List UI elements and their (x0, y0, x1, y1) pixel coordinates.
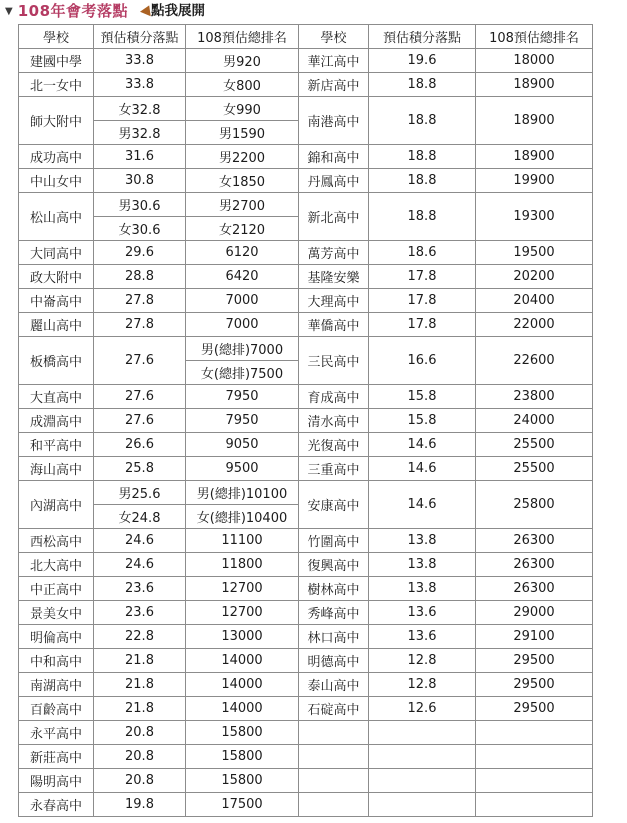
table-cell (369, 745, 476, 769)
table-cell (369, 721, 476, 745)
table-cell: 秀峰高中 (299, 601, 369, 625)
table-cell: 29500 (476, 649, 593, 673)
table-cell: 19500 (476, 241, 593, 265)
table-cell: 18000 (476, 49, 593, 73)
table-cell: 三重高中 (299, 457, 369, 481)
table-cell: 11800 (186, 553, 299, 577)
table-cell: 14.6 (369, 457, 476, 481)
table-cell: 6120 (186, 241, 299, 265)
table-body (19, 49, 593, 817)
table-cell: 23800 (476, 385, 593, 409)
table-cell: 陽明高中 (19, 769, 94, 793)
table-cell: 南湖高中 (19, 673, 94, 697)
table-cell: 13.8 (369, 553, 476, 577)
table-cell: 泰山高中 (299, 673, 369, 697)
table-cell: 百齡高中 (19, 697, 94, 721)
table-row (19, 49, 593, 73)
table-cell: 7950 (186, 385, 299, 409)
table-cell: 29.6 (94, 241, 186, 265)
section-toggle[interactable] (0, 0, 627, 22)
table-row (19, 145, 593, 169)
table-row (19, 481, 593, 505)
table-row (19, 673, 593, 697)
table-cell: 18.8 (369, 193, 476, 241)
table-cell: 樹林高中 (299, 577, 369, 601)
table-cell: 6420 (186, 265, 299, 289)
table-cell: 和平高中 (19, 433, 94, 457)
table-cell: 清水高中 (299, 409, 369, 433)
table-cell: 男1590 (186, 121, 299, 145)
table-row (19, 649, 593, 673)
table-cell: 18.8 (369, 145, 476, 169)
table-cell: 女24.8 (94, 505, 186, 529)
table-cell: 18900 (476, 97, 593, 145)
table-cell: 17.8 (369, 289, 476, 313)
table-cell: 華僑高中 (299, 313, 369, 337)
table-cell: 9050 (186, 433, 299, 457)
table-cell: 女2120 (186, 217, 299, 241)
table-cell: 男32.8 (94, 121, 186, 145)
table-cell: 永春高中 (19, 793, 94, 817)
table-cell: 19.8 (94, 793, 186, 817)
table-cell: 成功高中 (19, 145, 94, 169)
table-row (19, 769, 593, 793)
table-cell: 17.8 (369, 265, 476, 289)
table-row (19, 265, 593, 289)
table-cell: 24.6 (94, 529, 186, 553)
table-cell (299, 745, 369, 769)
table-cell: 錦和高中 (299, 145, 369, 169)
section-title[interactable]: 108年會考落點 (17, 2, 129, 20)
table-cell: 竹圍高中 (299, 529, 369, 553)
table-cell: 9500 (186, 457, 299, 481)
table-cell: 21.8 (94, 697, 186, 721)
table-cell: 20.8 (94, 769, 186, 793)
table-cell: 松山高中 (19, 193, 94, 241)
table-cell: 27.6 (94, 337, 186, 385)
table-cell: 大理高中 (299, 289, 369, 313)
table-cell: 28.8 (94, 265, 186, 289)
table-row (19, 721, 593, 745)
table-cell: 26300 (476, 529, 593, 553)
table-cell: 復興高中 (299, 553, 369, 577)
table-cell (369, 793, 476, 817)
table-cell: 華江高中 (299, 49, 369, 73)
table-cell: 20.8 (94, 745, 186, 769)
header-row (19, 25, 593, 49)
column-header: 預估積分落點 (94, 25, 186, 49)
table-cell: 19300 (476, 193, 593, 241)
table-cell: 中正高中 (19, 577, 94, 601)
table-cell: 16.6 (369, 337, 476, 385)
table-cell: 27.6 (94, 385, 186, 409)
table-cell: 23.6 (94, 601, 186, 625)
table-cell: 19.6 (369, 49, 476, 73)
table-cell: 7000 (186, 289, 299, 313)
table-cell: 女800 (186, 73, 299, 97)
table-cell: 21.8 (94, 649, 186, 673)
table-row (19, 697, 593, 721)
table-row (19, 337, 593, 361)
table-row (19, 241, 593, 265)
table-cell: 新莊高中 (19, 745, 94, 769)
table-cell: 明倫高中 (19, 625, 94, 649)
table-cell (299, 793, 369, 817)
table-cell: 14000 (186, 649, 299, 673)
table-cell: 22000 (476, 313, 593, 337)
table-row (19, 457, 593, 481)
table-cell: 18.8 (369, 97, 476, 145)
table-cell: 女30.6 (94, 217, 186, 241)
table-cell: 25800 (476, 481, 593, 529)
table-cell: 北一女中 (19, 73, 94, 97)
table-cell: 33.8 (94, 49, 186, 73)
table-cell: 大直高中 (19, 385, 94, 409)
table-cell: 南港高中 (299, 97, 369, 145)
table-cell: 育成高中 (299, 385, 369, 409)
table-cell: 男(總排)10100 (186, 481, 299, 505)
table-cell (476, 793, 593, 817)
table-cell: 13000 (186, 625, 299, 649)
table-cell: 17.8 (369, 313, 476, 337)
table-row (19, 625, 593, 649)
placement-table (18, 24, 593, 817)
table-cell: 林口高中 (299, 625, 369, 649)
table-cell: 29100 (476, 625, 593, 649)
table-row (19, 313, 593, 337)
table-cell: 7000 (186, 313, 299, 337)
table-cell (476, 745, 593, 769)
table-cell: 男(總排)7000 (186, 337, 299, 361)
table-row (19, 745, 593, 769)
table-row (19, 601, 593, 625)
table-cell (476, 721, 593, 745)
table-cell: 29500 (476, 697, 593, 721)
table-cell: 13.8 (369, 529, 476, 553)
table-row (19, 577, 593, 601)
table-cell: 11100 (186, 529, 299, 553)
table-cell: 15800 (186, 721, 299, 745)
table-cell (299, 769, 369, 793)
table-cell: 26300 (476, 553, 593, 577)
table-cell: 師大附中 (19, 97, 94, 145)
table-cell: 12.8 (369, 673, 476, 697)
table-cell: 政大附中 (19, 265, 94, 289)
table-row (19, 97, 593, 121)
table-cell: 14000 (186, 697, 299, 721)
table-cell: 男2700 (186, 193, 299, 217)
table-cell: 14000 (186, 673, 299, 697)
table-cell: 22600 (476, 337, 593, 385)
table-cell: 女32.8 (94, 97, 186, 121)
table-cell: 25500 (476, 457, 593, 481)
table-cell: 26300 (476, 577, 593, 601)
column-header: 108預估總排名 (186, 25, 299, 49)
collapse-arrow-icon[interactable]: ▼ (5, 5, 13, 17)
table-cell: 27.8 (94, 289, 186, 313)
table-cell: 光復高中 (299, 433, 369, 457)
table-row (19, 385, 593, 409)
table-cell (299, 721, 369, 745)
table-cell: 中山女中 (19, 169, 94, 193)
table-cell (369, 769, 476, 793)
table-cell: 18.6 (369, 241, 476, 265)
table-cell: 基隆安樂 (299, 265, 369, 289)
table-cell: 中崙高中 (19, 289, 94, 313)
table-cell: 三民高中 (299, 337, 369, 385)
column-header: 學校 (299, 25, 369, 49)
table-cell: 27.6 (94, 409, 186, 433)
table-row (19, 289, 593, 313)
table-cell: 北大高中 (19, 553, 94, 577)
table-cell: 女990 (186, 97, 299, 121)
table-cell: 海山高中 (19, 457, 94, 481)
table-cell: 男25.6 (94, 481, 186, 505)
table-cell: 西松高中 (19, 529, 94, 553)
table-cell: 安康高中 (299, 481, 369, 529)
table-cell (476, 769, 593, 793)
table-cell: 25500 (476, 433, 593, 457)
table-cell: 建國中學 (19, 49, 94, 73)
table-cell: 21.8 (94, 673, 186, 697)
table-cell: 29000 (476, 601, 593, 625)
table-cell: 12.8 (369, 649, 476, 673)
table-cell: 33.8 (94, 73, 186, 97)
table-cell: 20.8 (94, 721, 186, 745)
table-cell: 板橋高中 (19, 337, 94, 385)
table-cell: 15800 (186, 745, 299, 769)
table-cell: 7950 (186, 409, 299, 433)
table-cell: 丹鳳高中 (299, 169, 369, 193)
table-cell: 30.8 (94, 169, 186, 193)
table-row (19, 73, 593, 97)
left-triangle-icon (139, 5, 150, 17)
table-cell: 25.8 (94, 457, 186, 481)
table-cell: 19900 (476, 169, 593, 193)
table-cell: 26.6 (94, 433, 186, 457)
table-cell: 12.6 (369, 697, 476, 721)
table-cell: 14.6 (369, 481, 476, 529)
table-cell: 29500 (476, 673, 593, 697)
table-cell: 成淵高中 (19, 409, 94, 433)
table-cell: 24000 (476, 409, 593, 433)
table-cell: 20400 (476, 289, 593, 313)
table-cell: 中和高中 (19, 649, 94, 673)
table-cell: 男920 (186, 49, 299, 73)
table-cell: 13.8 (369, 577, 476, 601)
table-cell: 萬芳高中 (299, 241, 369, 265)
table-cell: 女(總排)7500 (186, 361, 299, 385)
table-row (19, 169, 593, 193)
table-row (19, 793, 593, 817)
table-cell: 27.8 (94, 313, 186, 337)
table-cell: 麗山高中 (19, 313, 94, 337)
table-row (19, 409, 593, 433)
column-header: 108預估總排名 (476, 25, 593, 49)
table-row (19, 553, 593, 577)
table-cell: 13.6 (369, 625, 476, 649)
table-cell: 永平高中 (19, 721, 94, 745)
table-row (19, 529, 593, 553)
table-cell: 18.8 (369, 73, 476, 97)
table-cell: 18.8 (369, 169, 476, 193)
table-cell: 新北高中 (299, 193, 369, 241)
table-cell: 15800 (186, 769, 299, 793)
table-cell: 15.8 (369, 385, 476, 409)
table-cell: 男30.6 (94, 193, 186, 217)
table-cell: 18900 (476, 145, 593, 169)
table-cell: 12700 (186, 577, 299, 601)
table-cell: 24.6 (94, 553, 186, 577)
table-row (19, 433, 593, 457)
table-cell: 大同高中 (19, 241, 94, 265)
table-cell: 15.8 (369, 409, 476, 433)
table-cell: 景美女中 (19, 601, 94, 625)
table-cell: 31.6 (94, 145, 186, 169)
table-cell: 18900 (476, 73, 593, 97)
table-cell: 石碇高中 (299, 697, 369, 721)
table-cell: 14.6 (369, 433, 476, 457)
table-cell: 12700 (186, 601, 299, 625)
table-cell: 22.8 (94, 625, 186, 649)
table-cell: 13.6 (369, 601, 476, 625)
column-header: 學校 (19, 25, 94, 49)
table-cell: 內湖高中 (19, 481, 94, 529)
table-cell: 明德高中 (299, 649, 369, 673)
table-cell: 男2200 (186, 145, 299, 169)
table-row (19, 193, 593, 217)
expand-hint-label[interactable]: 點我展開 (151, 2, 206, 19)
table-cell: 20200 (476, 265, 593, 289)
table-cell: 新店高中 (299, 73, 369, 97)
table-cell: 女1850 (186, 169, 299, 193)
table-cell: 17500 (186, 793, 299, 817)
column-header: 預估積分落點 (369, 25, 476, 49)
table-cell: 23.6 (94, 577, 186, 601)
table-cell: 女(總排)10400 (186, 505, 299, 529)
